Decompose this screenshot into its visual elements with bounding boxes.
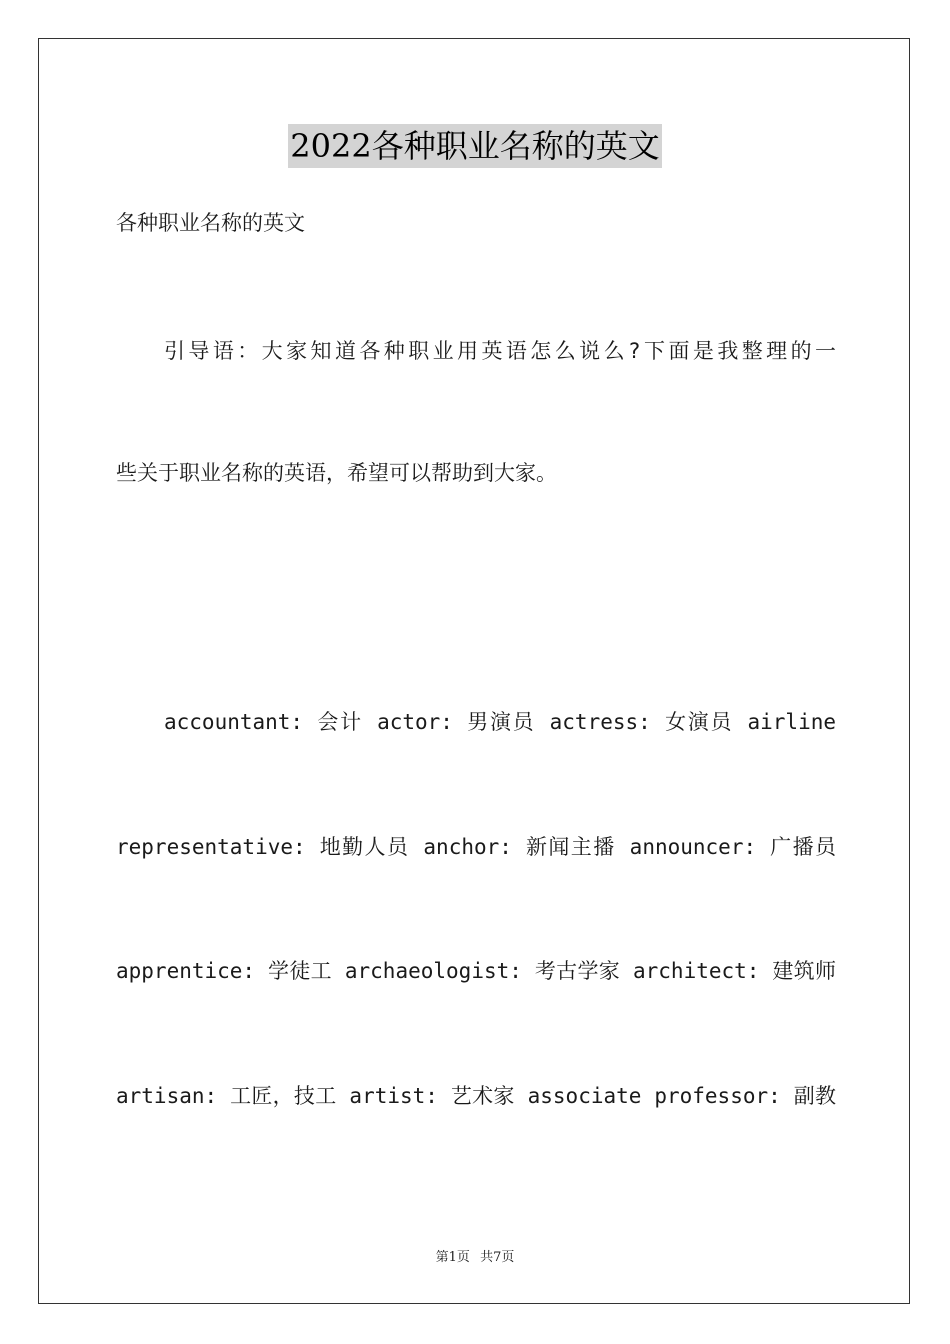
- intro-paragraph-line-2: 些关于职业名称的英语，希望可以帮助到大家。: [116, 461, 557, 485]
- vocab-line-4: artisan: 工匠，技工 artist: 艺术家 associate professor: 副教: [116, 1084, 836, 1108]
- vocab-line-1: accountant: 会计 actor: 男演员 actress: 女演员 airline: [164, 710, 836, 734]
- document-title: 2022各种职业名称的英文: [288, 124, 661, 168]
- intro-paragraph-line-1: 引导语：大家知道各种职业用英语怎么说么?下面是我整理的一: [164, 339, 836, 363]
- page-footer: [0, 1246, 950, 1265]
- total-pages: 共7页: [480, 1250, 515, 1265]
- vocab-line-2: representative: 地勤人员 anchor: 新闻主播 announcer: 广播员: [116, 835, 836, 859]
- vocab-line-3: apprentice: 学徒工 archaeologist: 考古学家 architect: 建筑师: [116, 959, 836, 983]
- document-subtitle: 各种职业名称的英文: [116, 211, 305, 235]
- page-number: 第1页: [435, 1250, 470, 1265]
- title-container: [0, 124, 950, 168]
